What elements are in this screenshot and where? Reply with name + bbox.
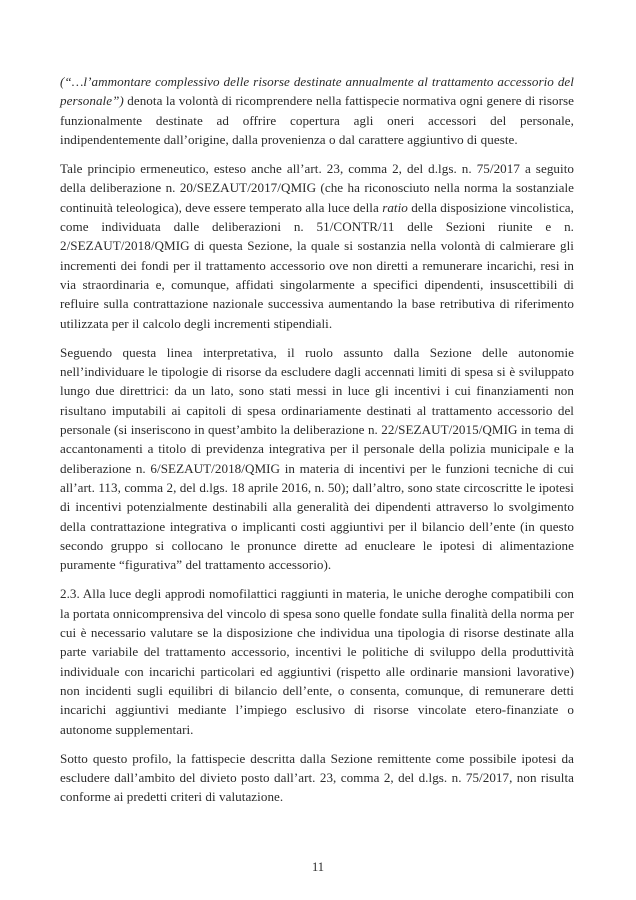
- paragraph-4: 2.3. Alla luce degli approdi nomofilattici raggiunti in materia, le uniche deroghe compatibili con la portata onnicomprensiva del vincolo di spesa sono quelle fondate sulla finalità della norma per cui è necessario valutare se la disposizione che individua una tipologia di risorse destinate alla parte variabile del trattamento accessorio, incentivi le politiche di sviluppo della produttività individuale con incarichi particolari ed aggiuntivi (rispetto alle ordinarie mansioni lavorative) non incidenti sugli equilibri di bilancio dell’ente, o consenta, comunque, di remunerare detti incarichi aggiuntivi mediante l’impiego esclusivo di risorse vincolate etero-finanziate o autonome supplementari.: [60, 586, 574, 737]
- paragraph-1: [60, 72, 574, 149]
- paragraph-2-before: Tale principio ermeneutico, esteso anche all’art. 23, comma 2, del d.lgs. n. 75/2017 a seguito della deliberazione n. 20/SEZAUT/2017/QMIG (che ha riconosciuto nella norma la sostanziale continuità teleologica), deve essere temperato alla luce della: [60, 161, 574, 215]
- paragraph-2: [60, 159, 574, 333]
- quoted-norm-text: (“…l’ammontare complessivo delle risorse destinate annualmente al trattamento accessorio del personale”): [60, 74, 574, 109]
- paragraph-1-text: denota la volontà di ricomprendere nella fattispecie normativa ogni genere di risorse funzionalmente destinate ad offrire copertura agli oneri accessori del personale, indipendentemente dall’origine, dalla provenienza o dal carattere aggiuntivo di queste.: [60, 93, 574, 147]
- paragraph-3: Seguendo questa linea interpretativa, il ruolo assunto dalla Sezione delle autonomie nell’individuare le tipologie di risorse da escludere dagli accennati limiti di spesa si è sviluppato lungo due direttrici: da un lato, sono stati messi in luce gli incentivi i cui finanziamenti non risultano imputabili ai capitoli di spesa ordinariamente destinati al trattamento accessorio del personale (si inseriscono in quest’ambito la deliberazione n. 22/SEZAUT/2015/QMIG in tema di accantonamenti a titolo di previdenza integrativa per il personale della polizia municipale e la deliberazione n. 6/SEZAUT/2018/QMIG in materia di incentivi per le funzioni tecniche di cui all’art. 113, comma 2, del d.lgs. 18 aprile 2016, n. 50); dall’altro, sono state circoscritte le ipotesi di incentivi potenzialmente destinabili alla generalità dei dipendenti attraverso lo svolgimento della contrattazione integrativa o implicanti costi aggiuntivi per il bilancio dell’ente (in questo secondo gruppo si collocano le pronunce dirette ad enucleare le ipotesi di alimentazione puramente “figurativa” del trattamento accessorio).: [60, 344, 574, 573]
- ratio-term: ratio: [382, 199, 408, 215]
- document-body: [60, 72, 574, 817]
- paragraph-2-after: della disposizione vincolistica, come individuata dalle deliberazioni n. 51/CONTR/11 delle Sezioni riunite e n. 2/SEZAUT/2018/QMIG di questa Sezione, la quale si sostanzia nella volontà di calmierare gli incrementi dei fondi per il trattamento accessorio ove non diretti a remunerare incarichi, resi in via straordinaria e, comunque, affidati singolarmente a specifici dipendenti, insuscettibili di refluire sulla contrattazione nazionale successiva aumentando la base retributiva di riferimento utilizzata per il calcolo degli incrementi stipendiali.: [60, 199, 574, 331]
- page-number: 11: [311, 860, 325, 874]
- paragraph-5: Sotto questo profilo, la fattispecie descritta dalla Sezione remittente come possibile ipotesi da escludere dall’ambito del divieto posto dall’art. 23, comma 2, del d.lgs. n. 75/2017, non risulta conforme ai predetti criteri di valutazione.: [60, 750, 574, 805]
